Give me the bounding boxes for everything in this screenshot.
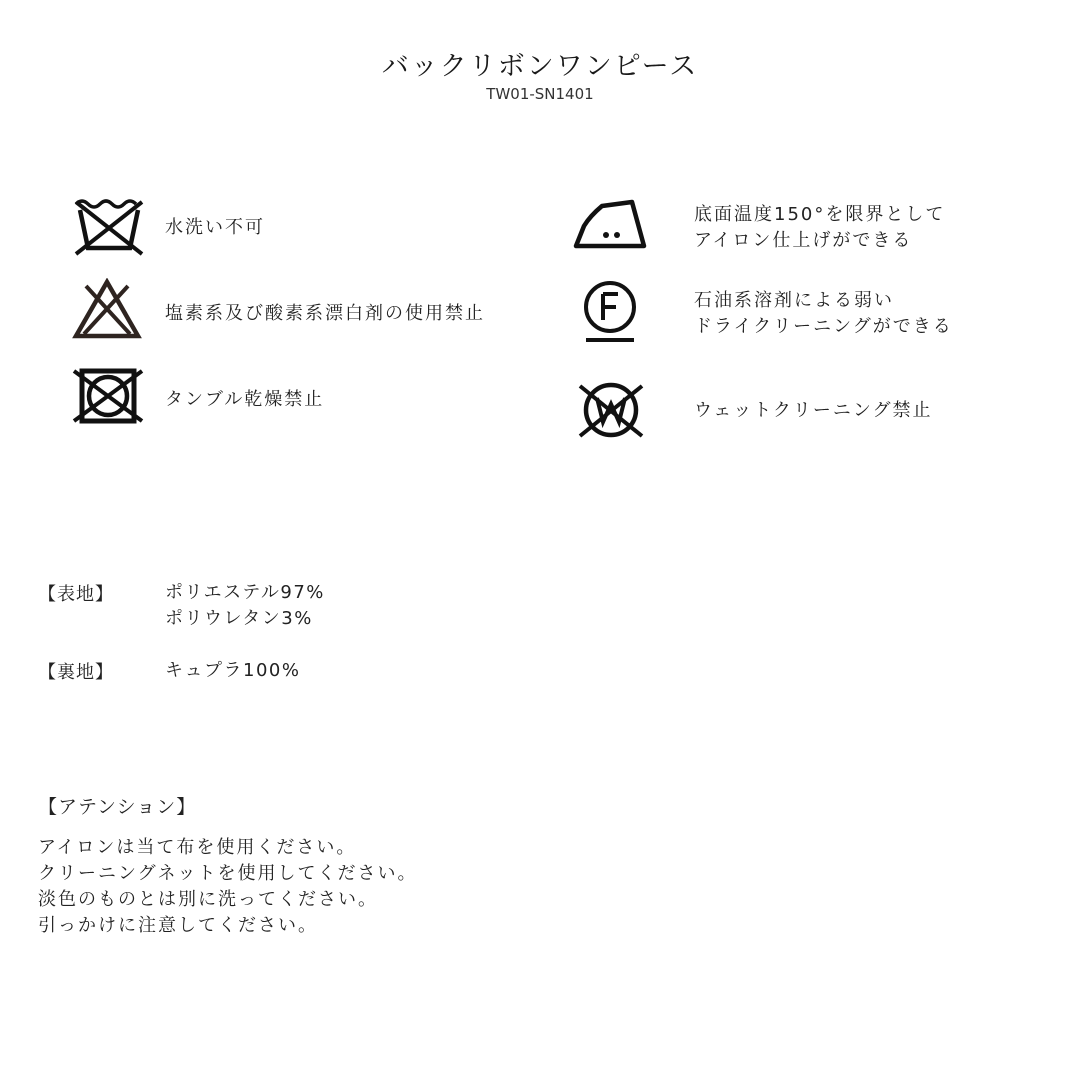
dry-clean-f-icon	[580, 280, 640, 344]
care-iron-text: 底面温度150°を限界として アイロン仕上げができる	[694, 204, 946, 251]
no-wet-clean-icon	[576, 380, 646, 440]
attention-line: 淡色のものとは別に洗ってください。	[38, 889, 378, 910]
attention-line: 引っかけに注意してください。	[38, 915, 318, 936]
no-tumble-dry-icon	[72, 367, 144, 425]
lining-label: 【裏地】	[38, 662, 114, 683]
outer-fabric-label: 【表地】	[38, 584, 114, 605]
care-no-wash-text: 水洗い不可	[165, 217, 265, 238]
attention-line: クリーニングネットを使用してください。	[38, 863, 418, 884]
care-dry-clean-text: 石油系溶剤による弱い ドライクリーニングができる	[694, 290, 953, 337]
attention-title: 【アテンション】	[38, 796, 197, 818]
attention-line: アイロンは当て布を使用ください。	[38, 837, 357, 858]
lining-values: キュプラ100%	[165, 660, 301, 681]
care-no-tumble-text: タンブル乾燥禁止	[165, 389, 325, 410]
care-no-wet-text: ウェットクリーニング禁止	[694, 400, 933, 421]
outer-fabric-values: ポリエステル97% ポリウレタン3%	[165, 582, 325, 629]
product-code: TW01-SN1401	[486, 85, 594, 103]
no-wash-icon	[72, 198, 146, 258]
product-title: バックリボンワンピース	[381, 51, 699, 82]
care-no-bleach-text: 塩素系及び酸素系漂白剤の使用禁止	[165, 303, 485, 324]
no-bleach-icon	[72, 278, 142, 340]
iron-150-icon	[572, 198, 648, 252]
attention-body	[38, 835, 417, 939]
